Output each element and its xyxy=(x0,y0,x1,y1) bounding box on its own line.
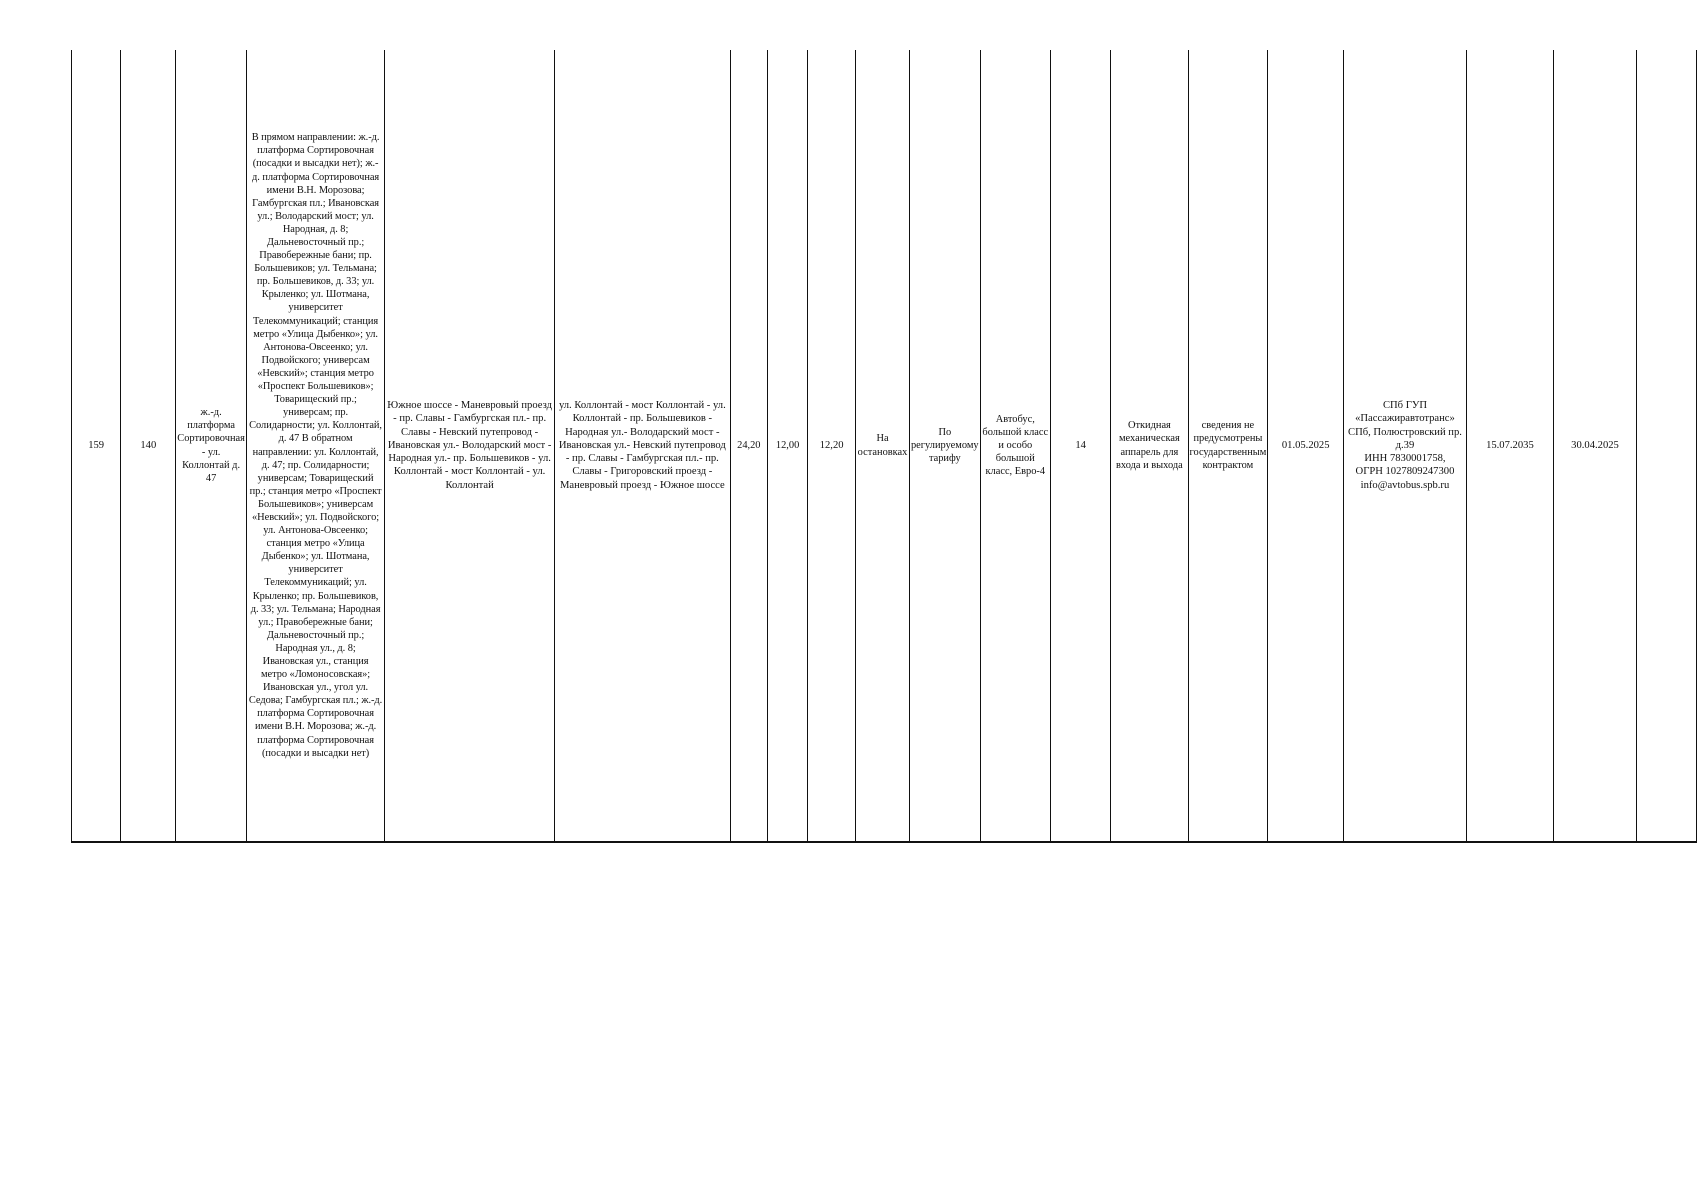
carrier-email: info@avtobus.spb.ru xyxy=(1360,479,1450,491)
stops-list-cell: В прямом направлении: ж.-д. платформа Сортировочная (посадки и высадки нет); ж.-д. платформа Сортировочная имени В.Н. Морозова; Гамбургская пл.; Ивановская ул.; Володарский мост; ул. Народная, д. 8; Дальневосточный пр.; Правобережные бани; пр. Большевиков; ул. Тельмана; пр. Большевиков, д. 33; ул. Крыленко; ул. Шотмана, университет Телекоммуникаций; станция метро «Улица Дыбенко»; ул. Антонова-Овсеенко; ул. Подвойского; универсам «Невский»; станция метро «Проспект Большевиков»; Товарищеский пр.; универсам; пр. Солидарности; ул. Коллонтай, д. 47 В обратном направлении: ул. Коллонтай, д. 47; пр. Солидарности; универсам; Товарищеский пр.; станция метро «Проспект Большевиков»; универсам «Невский»; ул. Подвойского; ул. Антонова-Овсеенко; станция метро «Улица Дыбенко»; ул. Шотмана, университет Телекоммуникаций; ул. Крыленко; пр. Большевиков, д. 33; ул. Тельмана; Народная ул.; Правобережные бани; Дальневосточный пр.; Народная ул., д. 8; Ивановская ул., станция метро «Ломоносовская»; Ивановская ул., угол ул. Седова; Гамбургская пл.; ж.-д. платформа Сортировочная имени В.Н. Морозова; ж.-д. платформа Сортировочная (посадки и высадки нет) xyxy=(246,50,384,842)
start-date-cell: 01.05.2025 xyxy=(1268,50,1344,842)
length-total-cell: 12,20 xyxy=(808,50,856,842)
carrier-cell xyxy=(1344,50,1467,842)
length-forward-cell: 24,20 xyxy=(730,50,767,842)
empty-cell xyxy=(1637,50,1697,842)
length-backward-cell: 12,00 xyxy=(768,50,808,842)
carrier-name: СПб ГУП «Пассажиравтотранс» xyxy=(1355,400,1455,425)
contract-info-cell: сведения не предусмотрены государственным контрактом xyxy=(1188,50,1268,842)
table-row xyxy=(72,50,1697,842)
contract-date-cell: 30.04.2025 xyxy=(1553,50,1636,842)
route-table xyxy=(71,50,1697,843)
vehicle-class-cell: Автобус, большой класс и особо большой класс, Евро-4 xyxy=(980,50,1050,842)
tariff-cell: По регулируемому тарифу xyxy=(909,50,980,842)
route-name-cell: ж.-д. платформа Сортировочная - ул. Коллонтай д. 47 xyxy=(176,50,247,842)
streets-backward-cell: ул. Коллонтай - мост Коллонтай - ул. Коллонтай - пр. Большевиков - Народная ул.- Володарский мост - Ивановская ул.- Невский путепровод - пр. Славы - Гамбургская пл.- пр. Славы - Григоровский проезд - Маневровый проезд - Южное шоссе xyxy=(555,50,731,842)
vehicle-count-cell: 14 xyxy=(1050,50,1110,842)
streets-forward-cell: Южное шоссе - Маневровый проезд - пр. Славы - Гамбургская пл.- пр. Славы - Невский путепровод - Ивановская ул.- Володарский мост - Народная ул.- пр. Большевиков - ул. Коллонтай - мост Коллонтай - ул. Коллонтай xyxy=(385,50,555,842)
carrier-ogrn: ОГРН 1027809247300 xyxy=(1355,466,1455,478)
contract-end-cell: 15.07.2035 xyxy=(1466,50,1553,842)
features-cell: Откидная механическая аппарель для входа и выхода xyxy=(1111,50,1188,842)
row-number-cell: 159 xyxy=(72,50,121,842)
stop-order-cell: На остановках xyxy=(856,50,910,842)
carrier-inn: ИНН 7830001758, xyxy=(1364,453,1446,465)
carrier-address: СПб, Полюстровский пр. д.39 xyxy=(1348,426,1462,451)
route-number-cell: 140 xyxy=(121,50,176,842)
